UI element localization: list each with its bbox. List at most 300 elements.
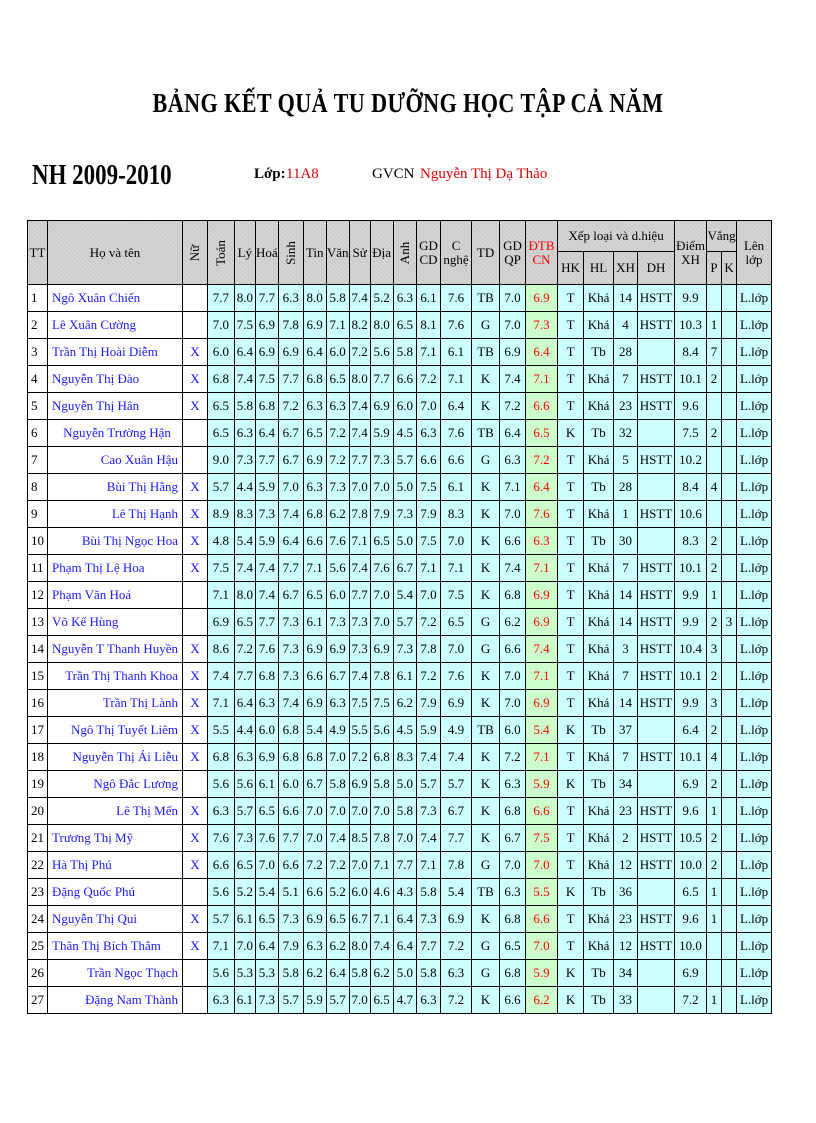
cell-dia: 6.2 bbox=[370, 960, 393, 987]
cell-lenlop: L.lớp bbox=[737, 312, 772, 339]
cell-tt: 3 bbox=[28, 339, 48, 366]
cell-ly: 7.0 bbox=[234, 933, 255, 960]
cell-nu: X bbox=[183, 798, 208, 825]
col-nu: Nữ bbox=[183, 221, 208, 285]
cell-dh: HSTT bbox=[638, 555, 675, 582]
cell-dia: 6.9 bbox=[370, 393, 393, 420]
cell-van: 7.2 bbox=[326, 420, 349, 447]
cell-sinh: 6.7 bbox=[278, 420, 303, 447]
cell-toan: 6.0 bbox=[208, 339, 235, 366]
cell-nu bbox=[183, 285, 208, 312]
cell-td: K bbox=[472, 366, 500, 393]
col-dh: DH bbox=[638, 252, 675, 285]
cell-hk: T bbox=[558, 744, 584, 771]
cell-gdqp: 7.2 bbox=[500, 744, 526, 771]
cell-gdcd: 7.9 bbox=[417, 690, 441, 717]
cell-dia: 7.4 bbox=[370, 933, 393, 960]
cell-ly: 6.4 bbox=[234, 690, 255, 717]
cell-toan: 7.6 bbox=[208, 825, 235, 852]
cell-td: K bbox=[472, 474, 500, 501]
cell-gdqp: 7.2 bbox=[500, 393, 526, 420]
cell-lenlop: L.lớp bbox=[737, 852, 772, 879]
table-row bbox=[28, 366, 772, 393]
cell-p: 3 bbox=[707, 636, 722, 663]
cell-lenlop: L.lớp bbox=[737, 366, 772, 393]
cell-toan: 8.9 bbox=[208, 501, 235, 528]
cell-td: TB bbox=[472, 339, 500, 366]
class-label: Lớp: bbox=[254, 166, 286, 182]
cell-cnghe: 6.3 bbox=[441, 960, 472, 987]
cell-dtb: 7.3 bbox=[526, 312, 558, 339]
cell-dtb: 6.4 bbox=[526, 474, 558, 501]
cell-dtb: 7.4 bbox=[526, 636, 558, 663]
cell-k bbox=[722, 501, 737, 528]
cell-dia: 7.5 bbox=[370, 690, 393, 717]
cell-nu: X bbox=[183, 906, 208, 933]
cell-lenlop: L.lớp bbox=[737, 393, 772, 420]
cell-cnghe: 7.6 bbox=[441, 420, 472, 447]
cell-hk: T bbox=[558, 825, 584, 852]
cell-gdqp: 6.3 bbox=[500, 879, 526, 906]
cell-van: 6.5 bbox=[326, 366, 349, 393]
cell-dtb: 6.5 bbox=[526, 420, 558, 447]
cell-gdcd: 6.6 bbox=[417, 447, 441, 474]
cell-anh: 6.6 bbox=[393, 366, 416, 393]
cell-cnghe: 7.1 bbox=[441, 366, 472, 393]
cell-sinh: 7.7 bbox=[278, 366, 303, 393]
cell-gdqp: 6.8 bbox=[500, 960, 526, 987]
cell-tin: 6.3 bbox=[303, 933, 326, 960]
cell-diem: 7.2 bbox=[675, 987, 707, 1014]
cell-k bbox=[722, 987, 737, 1014]
cell-van: 7.1 bbox=[326, 312, 349, 339]
table-row bbox=[28, 798, 772, 825]
cell-dh: HSTT bbox=[638, 636, 675, 663]
cell-dh bbox=[638, 717, 675, 744]
cell-toan: 6.3 bbox=[208, 798, 235, 825]
cell-gdcd: 7.2 bbox=[417, 366, 441, 393]
cell-name: Nguyễn Trường Hận bbox=[48, 420, 183, 447]
cell-diem: 10.1 bbox=[675, 663, 707, 690]
col-dia: Địa bbox=[370, 221, 393, 285]
cell-cnghe: 7.0 bbox=[441, 528, 472, 555]
cell-gdcd: 7.5 bbox=[417, 528, 441, 555]
cell-nu: X bbox=[183, 366, 208, 393]
table-row bbox=[28, 285, 772, 312]
cell-anh: 6.4 bbox=[393, 906, 416, 933]
cell-k bbox=[722, 366, 737, 393]
cell-td: K bbox=[472, 798, 500, 825]
cell-hk: T bbox=[558, 447, 584, 474]
cell-name: Thân Thị Bích Thắm bbox=[48, 933, 183, 960]
cell-diem: 10.5 bbox=[675, 825, 707, 852]
cell-name: Nguyễn Thị Qui bbox=[48, 906, 183, 933]
cell-gdqp: 6.7 bbox=[500, 825, 526, 852]
cell-hl: Khá bbox=[584, 366, 614, 393]
school-year: NH 2009-2010 bbox=[32, 160, 172, 191]
cell-diem: 10.1 bbox=[675, 366, 707, 393]
cell-dh: HSTT bbox=[638, 312, 675, 339]
cell-su: 7.1 bbox=[349, 528, 370, 555]
cell-van: 4.9 bbox=[326, 717, 349, 744]
cell-hk: K bbox=[558, 960, 584, 987]
cell-gdqp: 6.9 bbox=[500, 339, 526, 366]
col-diemxh: Điểm XH bbox=[675, 221, 707, 285]
cell-ly: 8.3 bbox=[234, 501, 255, 528]
cell-diem: 10.1 bbox=[675, 744, 707, 771]
cell-td: TB bbox=[472, 285, 500, 312]
cell-cnghe: 7.7 bbox=[441, 825, 472, 852]
cell-td: K bbox=[472, 771, 500, 798]
cell-tt: 14 bbox=[28, 636, 48, 663]
cell-hl: Tb bbox=[584, 771, 614, 798]
cell-p bbox=[707, 447, 722, 474]
cell-hoa: 5.4 bbox=[255, 879, 278, 906]
cell-dia: 7.0 bbox=[370, 582, 393, 609]
cell-sinh: 6.6 bbox=[278, 852, 303, 879]
cell-lenlop: L.lớp bbox=[737, 474, 772, 501]
cell-van: 7.4 bbox=[326, 825, 349, 852]
cell-lenlop: L.lớp bbox=[737, 501, 772, 528]
cell-ly: 4.4 bbox=[234, 474, 255, 501]
cell-dtb: 7.1 bbox=[526, 744, 558, 771]
cell-tin: 6.8 bbox=[303, 366, 326, 393]
cell-toan: 7.1 bbox=[208, 582, 235, 609]
cell-diem: 7.5 bbox=[675, 420, 707, 447]
cell-diem: 6.4 bbox=[675, 717, 707, 744]
cell-diem: 8.4 bbox=[675, 474, 707, 501]
cell-gdqp: 6.8 bbox=[500, 798, 526, 825]
cell-lenlop: L.lớp bbox=[737, 933, 772, 960]
cell-hl: Khá bbox=[584, 825, 614, 852]
cell-gdcd: 7.0 bbox=[417, 582, 441, 609]
col-van: Văn bbox=[326, 221, 349, 285]
cell-p: 2 bbox=[707, 528, 722, 555]
cell-td: G bbox=[472, 636, 500, 663]
col-anh: Anh bbox=[393, 221, 416, 285]
cell-tin: 6.4 bbox=[303, 339, 326, 366]
cell-gdcd: 5.7 bbox=[417, 771, 441, 798]
cell-cnghe: 7.6 bbox=[441, 663, 472, 690]
cell-p: 1 bbox=[707, 879, 722, 906]
cell-td: G bbox=[472, 312, 500, 339]
col-tin: Tin bbox=[303, 221, 326, 285]
cell-su: 7.3 bbox=[349, 636, 370, 663]
cell-sinh: 7.4 bbox=[278, 690, 303, 717]
cell-su: 8.0 bbox=[349, 366, 370, 393]
class-value: 11A8 bbox=[286, 166, 319, 182]
cell-td: K bbox=[472, 744, 500, 771]
cell-su: 7.7 bbox=[349, 447, 370, 474]
cell-dia: 6.9 bbox=[370, 636, 393, 663]
cell-gdcd: 6.3 bbox=[417, 987, 441, 1014]
cell-gdqp: 6.0 bbox=[500, 717, 526, 744]
cell-tt: 16 bbox=[28, 690, 48, 717]
cell-hl: Tb bbox=[584, 879, 614, 906]
cell-sinh: 6.9 bbox=[278, 339, 303, 366]
cell-dia: 5.9 bbox=[370, 420, 393, 447]
cell-tt: 17 bbox=[28, 717, 48, 744]
cell-p: 2 bbox=[707, 555, 722, 582]
cell-toan: 5.7 bbox=[208, 906, 235, 933]
col-tt: TT bbox=[28, 221, 48, 285]
cell-gdqp: 7.0 bbox=[500, 312, 526, 339]
cell-su: 7.4 bbox=[349, 555, 370, 582]
cell-tt: 19 bbox=[28, 771, 48, 798]
cell-gdqp: 7.4 bbox=[500, 555, 526, 582]
cell-hk: T bbox=[558, 501, 584, 528]
cell-p: 2 bbox=[707, 771, 722, 798]
cell-lenlop: L.lớp bbox=[737, 960, 772, 987]
cell-tt: 22 bbox=[28, 852, 48, 879]
cell-xh: 14 bbox=[614, 582, 638, 609]
cell-sinh: 5.7 bbox=[278, 987, 303, 1014]
cell-sinh: 7.8 bbox=[278, 312, 303, 339]
table-row bbox=[28, 852, 772, 879]
cell-cnghe: 5.7 bbox=[441, 771, 472, 798]
cell-dh: HSTT bbox=[638, 447, 675, 474]
cell-name: Bùi Thị Ngọc Hoa bbox=[48, 528, 183, 555]
cell-hl: Khá bbox=[584, 285, 614, 312]
cell-diem: 10.0 bbox=[675, 933, 707, 960]
col-gdcd: GD CD bbox=[417, 221, 441, 285]
cell-hk: K bbox=[558, 987, 584, 1014]
cell-toan: 7.5 bbox=[208, 555, 235, 582]
cell-gdqp: 7.1 bbox=[500, 474, 526, 501]
cell-dtb: 6.2 bbox=[526, 987, 558, 1014]
cell-su: 5.8 bbox=[349, 960, 370, 987]
cell-dtb: 6.6 bbox=[526, 393, 558, 420]
cell-anh: 6.0 bbox=[393, 393, 416, 420]
cell-sinh: 6.8 bbox=[278, 744, 303, 771]
cell-dh bbox=[638, 420, 675, 447]
cell-hl: Khá bbox=[584, 501, 614, 528]
cell-nu bbox=[183, 609, 208, 636]
cell-ly: 7.5 bbox=[234, 312, 255, 339]
cell-gdcd: 7.8 bbox=[417, 636, 441, 663]
cell-lenlop: L.lớp bbox=[737, 798, 772, 825]
cell-dh bbox=[638, 771, 675, 798]
cell-k bbox=[722, 690, 737, 717]
teacher-value: Nguyễn Thị Dạ Thảo bbox=[420, 166, 548, 182]
cell-tt: 4 bbox=[28, 366, 48, 393]
cell-td: K bbox=[472, 906, 500, 933]
cell-toan: 6.5 bbox=[208, 420, 235, 447]
cell-ly: 6.3 bbox=[234, 420, 255, 447]
cell-p: 2 bbox=[707, 663, 722, 690]
cell-nu: X bbox=[183, 825, 208, 852]
cell-hl: Khá bbox=[584, 798, 614, 825]
cell-sinh: 7.0 bbox=[278, 474, 303, 501]
cell-van: 6.0 bbox=[326, 339, 349, 366]
cell-p: 2 bbox=[707, 825, 722, 852]
cell-dtb: 6.6 bbox=[526, 906, 558, 933]
cell-hoa: 7.6 bbox=[255, 825, 278, 852]
cell-xh: 34 bbox=[614, 771, 638, 798]
table-row bbox=[28, 744, 772, 771]
cell-tt: 1 bbox=[28, 285, 48, 312]
cell-cnghe: 6.5 bbox=[441, 609, 472, 636]
cell-diem: 9.9 bbox=[675, 609, 707, 636]
cell-diem: 10.3 bbox=[675, 312, 707, 339]
cell-nu bbox=[183, 771, 208, 798]
cell-diem: 9.6 bbox=[675, 798, 707, 825]
cell-hl: Khá bbox=[584, 933, 614, 960]
cell-dtb: 7.1 bbox=[526, 663, 558, 690]
cell-gdqp: 7.0 bbox=[500, 285, 526, 312]
cell-su: 6.0 bbox=[349, 879, 370, 906]
cell-hk: T bbox=[558, 852, 584, 879]
cell-dtb: 6.3 bbox=[526, 528, 558, 555]
cell-sinh: 6.7 bbox=[278, 447, 303, 474]
cell-su: 7.2 bbox=[349, 744, 370, 771]
cell-dia: 5.2 bbox=[370, 285, 393, 312]
cell-gdcd: 6.3 bbox=[417, 420, 441, 447]
cell-gdqp: 6.8 bbox=[500, 582, 526, 609]
cell-lenlop: L.lớp bbox=[737, 744, 772, 771]
cell-hk: K bbox=[558, 717, 584, 744]
cell-dh: HSTT bbox=[638, 852, 675, 879]
cell-sinh: 7.7 bbox=[278, 825, 303, 852]
cell-sinh: 7.3 bbox=[278, 663, 303, 690]
table-row bbox=[28, 771, 772, 798]
cell-su: 7.4 bbox=[349, 663, 370, 690]
cell-nu bbox=[183, 420, 208, 447]
cell-van: 6.2 bbox=[326, 933, 349, 960]
col-xh: XH bbox=[614, 252, 638, 285]
cell-k bbox=[722, 474, 737, 501]
header-row-1 bbox=[28, 221, 772, 252]
cell-tin: 6.9 bbox=[303, 690, 326, 717]
cell-xh: 33 bbox=[614, 987, 638, 1014]
cell-hoa: 6.8 bbox=[255, 393, 278, 420]
cell-name: Võ Kế Hùng bbox=[48, 609, 183, 636]
cell-hoa: 7.3 bbox=[255, 501, 278, 528]
cell-dtb: 6.6 bbox=[526, 798, 558, 825]
cell-lenlop: L.lớp bbox=[737, 879, 772, 906]
cell-nu: X bbox=[183, 663, 208, 690]
cell-xh: 7 bbox=[614, 663, 638, 690]
table-row bbox=[28, 636, 772, 663]
cell-name: Trần Thị Lành bbox=[48, 690, 183, 717]
cell-p bbox=[707, 501, 722, 528]
cell-hk: T bbox=[558, 312, 584, 339]
cell-nu: X bbox=[183, 339, 208, 366]
cell-su: 7.4 bbox=[349, 420, 370, 447]
cell-su: 8.2 bbox=[349, 312, 370, 339]
cell-nu: X bbox=[183, 393, 208, 420]
cell-gdcd: 7.2 bbox=[417, 609, 441, 636]
cell-dia: 5.6 bbox=[370, 339, 393, 366]
cell-nu: X bbox=[183, 717, 208, 744]
cell-toan: 7.7 bbox=[208, 285, 235, 312]
cell-cnghe: 6.9 bbox=[441, 690, 472, 717]
cell-hoa: 7.4 bbox=[255, 555, 278, 582]
cell-cnghe: 7.5 bbox=[441, 582, 472, 609]
cell-hk: K bbox=[558, 771, 584, 798]
cell-dh: HSTT bbox=[638, 366, 675, 393]
cell-van: 5.8 bbox=[326, 771, 349, 798]
col-gdqp: GD QP bbox=[500, 221, 526, 285]
cell-td: K bbox=[472, 528, 500, 555]
cell-toan: 6.8 bbox=[208, 366, 235, 393]
cell-toan: 7.0 bbox=[208, 312, 235, 339]
table-row bbox=[28, 717, 772, 744]
cell-hl: Khá bbox=[584, 906, 614, 933]
cell-name: Đặng Quốc Phú bbox=[48, 879, 183, 906]
cell-p bbox=[707, 960, 722, 987]
cell-name: Trần Ngọc Thạch bbox=[48, 960, 183, 987]
cell-tin: 8.0 bbox=[303, 285, 326, 312]
cell-sinh: 7.3 bbox=[278, 906, 303, 933]
cell-xh: 7 bbox=[614, 555, 638, 582]
cell-su: 8.5 bbox=[349, 825, 370, 852]
cell-hl: Khá bbox=[584, 852, 614, 879]
cell-anh: 7.7 bbox=[393, 852, 416, 879]
cell-name: Bùi Thị Hằng bbox=[48, 474, 183, 501]
cell-dh: HSTT bbox=[638, 582, 675, 609]
cell-name: Cao Xuân Hậu bbox=[48, 447, 183, 474]
page-title: BẢNG KẾT QUẢ TU DƯỠNG HỌC TẬP CẢ NĂM bbox=[152, 88, 664, 118]
results-body bbox=[28, 285, 772, 1014]
cell-p: 1 bbox=[707, 987, 722, 1014]
table-row bbox=[28, 906, 772, 933]
cell-nu bbox=[183, 312, 208, 339]
cell-name: Đặng Nam Thành bbox=[48, 987, 183, 1014]
cell-xh: 5 bbox=[614, 447, 638, 474]
cell-p: 3 bbox=[707, 690, 722, 717]
cell-nu: X bbox=[183, 852, 208, 879]
cell-nu: X bbox=[183, 744, 208, 771]
cell-dia: 7.8 bbox=[370, 825, 393, 852]
cell-dh: HSTT bbox=[638, 663, 675, 690]
cell-xh: 36 bbox=[614, 879, 638, 906]
cell-nu bbox=[183, 987, 208, 1014]
cell-gdcd: 5.8 bbox=[417, 960, 441, 987]
cell-su: 7.7 bbox=[349, 582, 370, 609]
cell-van: 5.6 bbox=[326, 555, 349, 582]
cell-hoa: 7.7 bbox=[255, 609, 278, 636]
cell-xh: 14 bbox=[614, 609, 638, 636]
cell-hk: T bbox=[558, 339, 584, 366]
cell-anh: 6.1 bbox=[393, 663, 416, 690]
cell-td: TB bbox=[472, 420, 500, 447]
cell-gdqp: 6.3 bbox=[500, 447, 526, 474]
cell-hl: Khá bbox=[584, 447, 614, 474]
cell-toan: 5.6 bbox=[208, 879, 235, 906]
cell-tt: 9 bbox=[28, 501, 48, 528]
cell-tt: 13 bbox=[28, 609, 48, 636]
cell-van: 7.2 bbox=[326, 852, 349, 879]
cell-nu: X bbox=[183, 501, 208, 528]
cell-hl: Khá bbox=[584, 636, 614, 663]
cell-dh: HSTT bbox=[638, 906, 675, 933]
cell-name: Lê Xuân Cường bbox=[48, 312, 183, 339]
cell-tt: 15 bbox=[28, 663, 48, 690]
cell-p: 2 bbox=[707, 852, 722, 879]
cell-hl: Khá bbox=[584, 555, 614, 582]
cell-van: 7.0 bbox=[326, 798, 349, 825]
cell-lenlop: L.lớp bbox=[737, 717, 772, 744]
table-row bbox=[28, 501, 772, 528]
cell-anh: 4.3 bbox=[393, 879, 416, 906]
cell-diem: 10.2 bbox=[675, 447, 707, 474]
cell-diem: 6.9 bbox=[675, 771, 707, 798]
cell-dh: HSTT bbox=[638, 393, 675, 420]
cell-hoa: 7.7 bbox=[255, 285, 278, 312]
cell-dtb: 7.1 bbox=[526, 555, 558, 582]
cell-lenlop: L.lớp bbox=[737, 663, 772, 690]
